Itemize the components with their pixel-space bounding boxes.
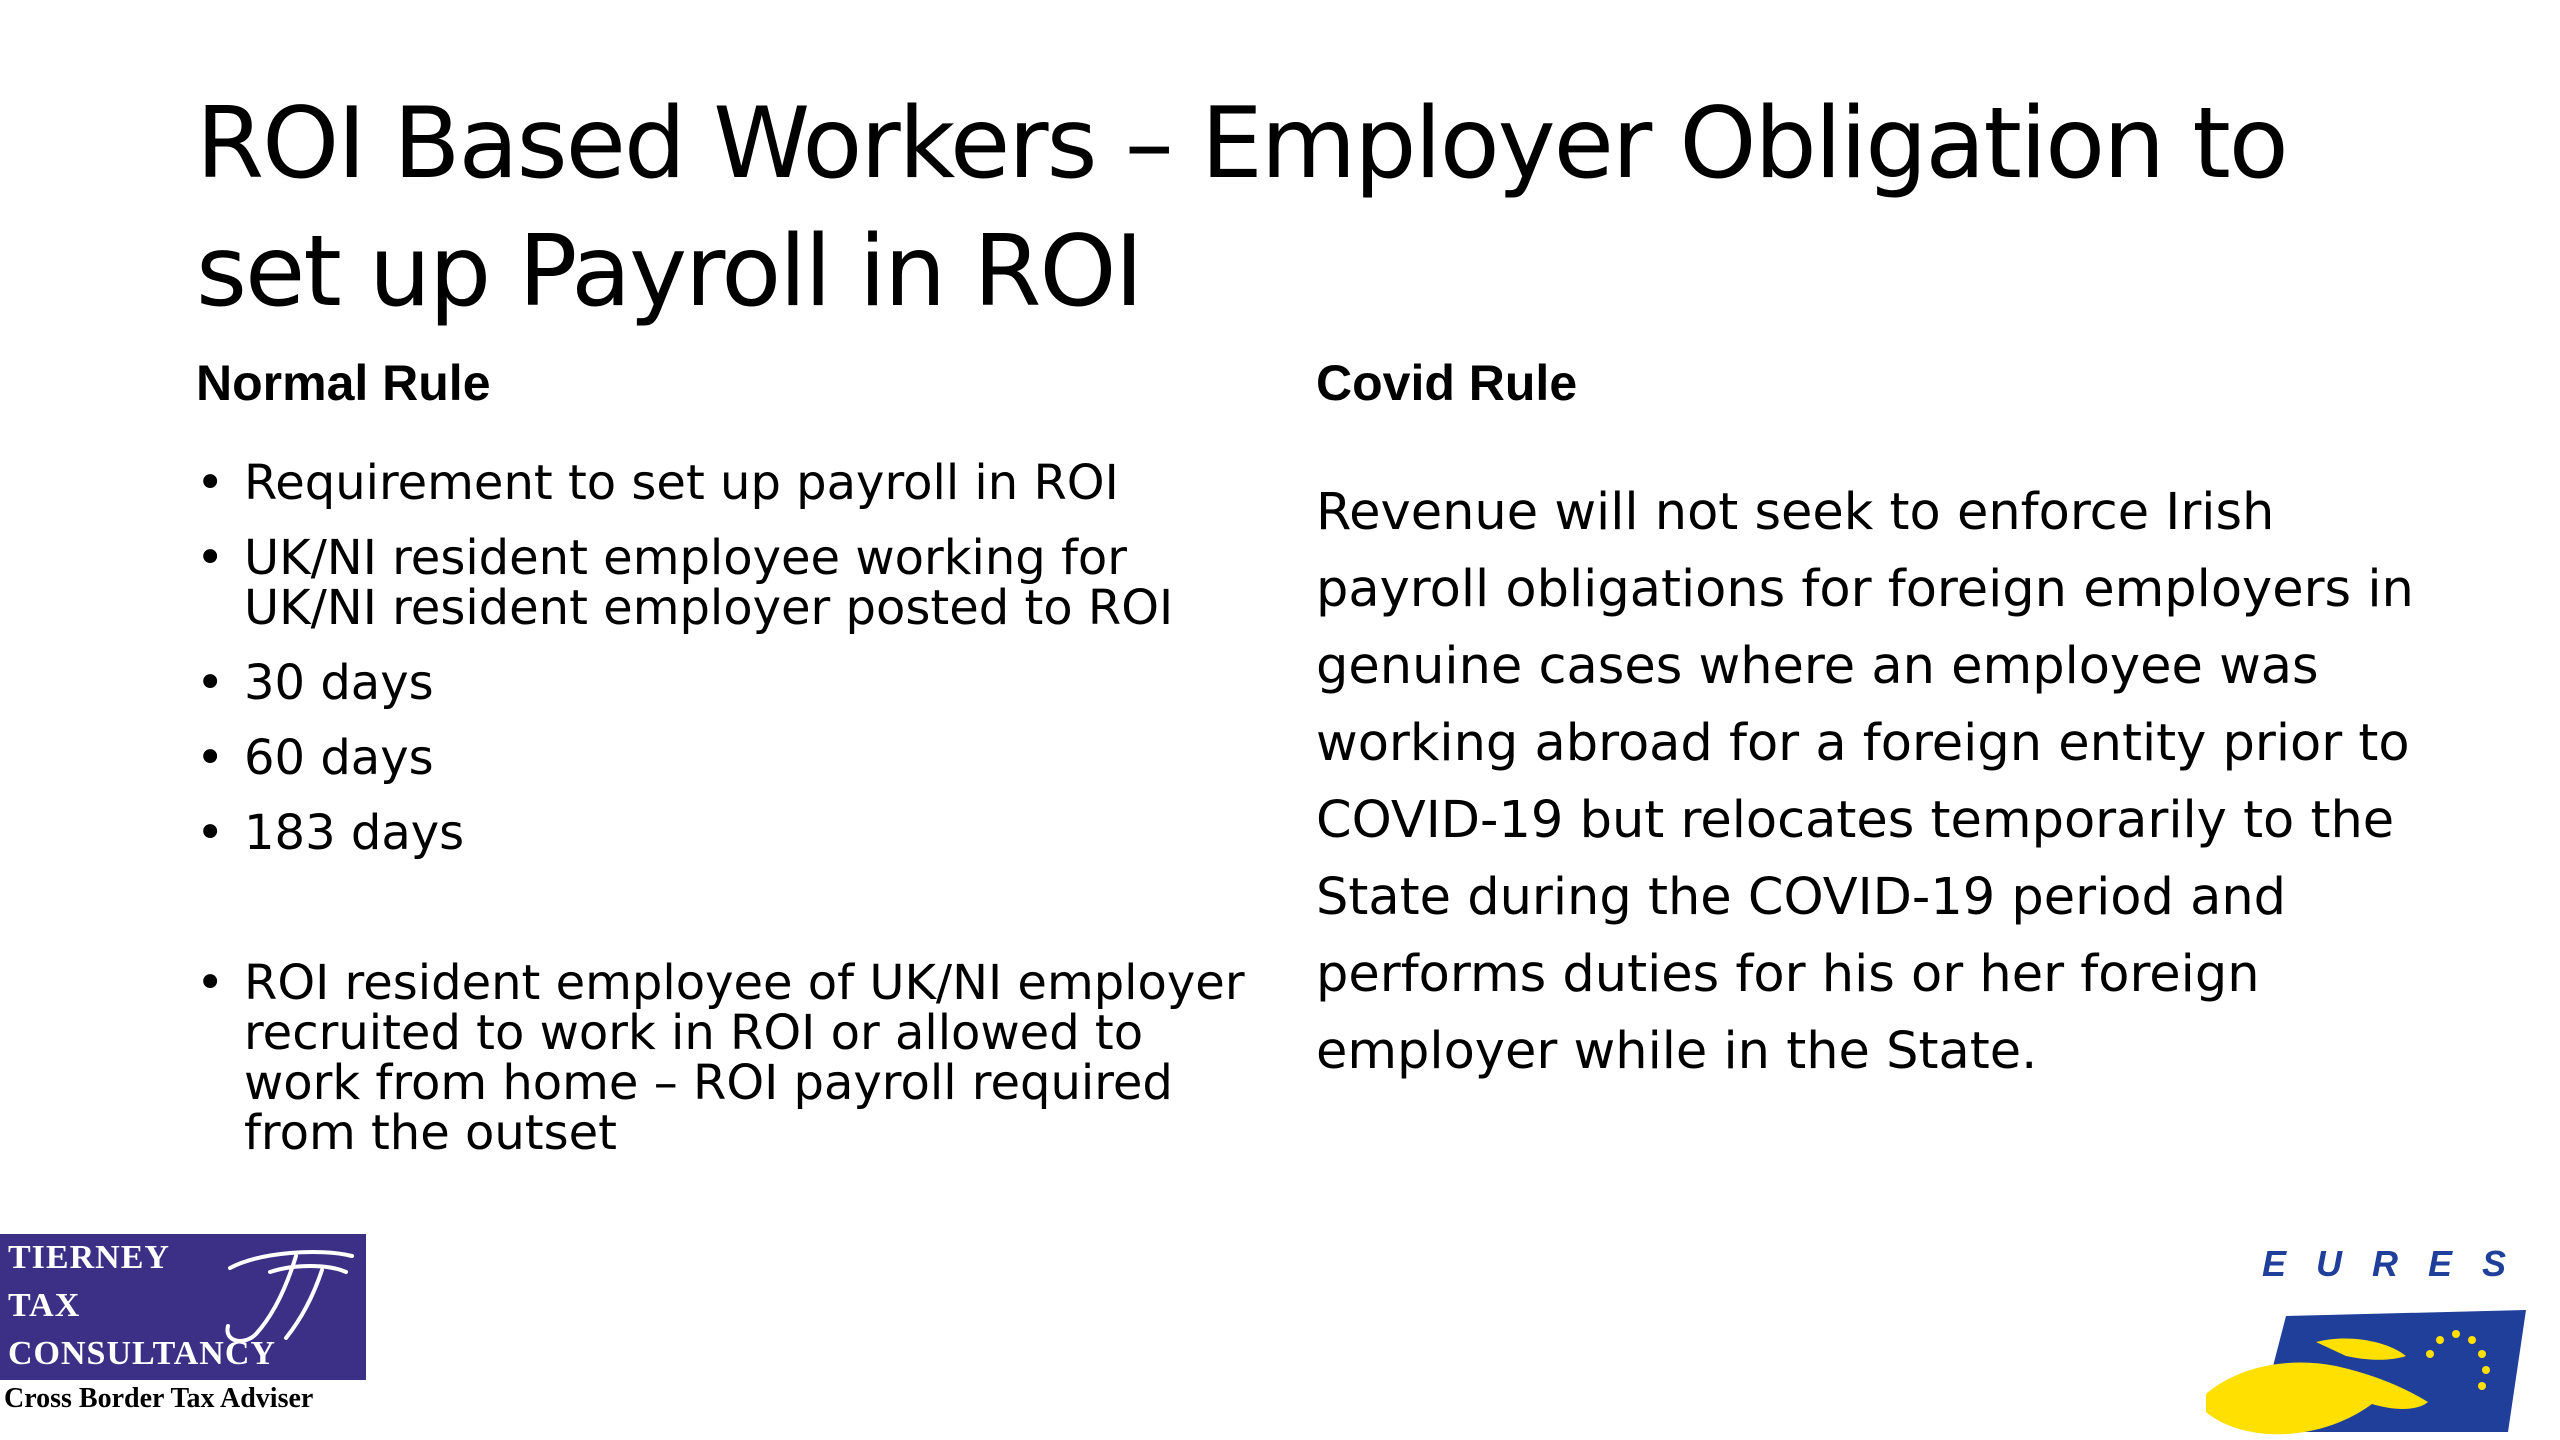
eures-wordmark: EURES [2262, 1243, 2537, 1284]
bullet-text: 183 days [244, 805, 465, 861]
bullet-item [196, 730, 1256, 786]
bullet-icon: • [196, 530, 225, 586]
covid-rule-text: Revenue will not seek to enforce Irish payroll obligations for foreign employers in genuine cases where an employee was working abroad for a foreign entity prior to COVID-19 but relocates temporarily to the State during the COVID-19 period and performs duties for his or her foreign employer while in the State. [1316, 483, 2414, 1081]
bullet-icon: • [196, 955, 225, 1011]
eures-logo [2196, 1234, 2560, 1440]
tt-monogram-icon [210, 1242, 360, 1352]
slide-title: ROI Based Workers – Employer Obligation to set up Payroll in ROI [196, 87, 2287, 329]
bullet-text: 30 days [244, 655, 434, 711]
normal-rule-heading: Normal Rule [196, 355, 491, 411]
bullet-text: 60 days [244, 730, 434, 786]
tierney-logo-tagline: Cross Border Tax Adviser [4, 1383, 314, 1414]
bullet-icon: • [196, 655, 225, 711]
covid-rule-heading: Covid Rule [1316, 355, 1578, 411]
bullet-text: ROI resident employee of UK/NI employer recruited to work in ROI or allowed to work from home – ROI payroll required from the outset [244, 955, 1245, 1161]
tierney-logo-line2: TAX [8, 1287, 81, 1324]
bullet-text: Requirement to set up payroll in ROI [244, 455, 1119, 511]
bullet-item [196, 530, 1256, 636]
bullet-icon: • [196, 805, 225, 861]
tierney-tax-logo [0, 1234, 370, 1414]
normal-rule-bullet-list [196, 455, 1256, 1183]
tierney-logo-box [0, 1234, 366, 1380]
tierney-logo-line3: CONSULTANCY [8, 1335, 276, 1372]
bullet-item [196, 955, 1256, 1161]
bullet-item [196, 455, 1256, 511]
eures-hands-icon [2196, 1282, 2560, 1440]
tierney-logo-line1: TIERNEY [8, 1239, 170, 1276]
bullet-icon: • [196, 455, 225, 511]
bullet-text: UK/NI resident employee working for UK/NI resident employer posted to ROI [244, 530, 1174, 636]
bullet-item [196, 655, 1256, 711]
bullet-icon: • [196, 730, 225, 786]
bullet-item [196, 805, 1256, 861]
